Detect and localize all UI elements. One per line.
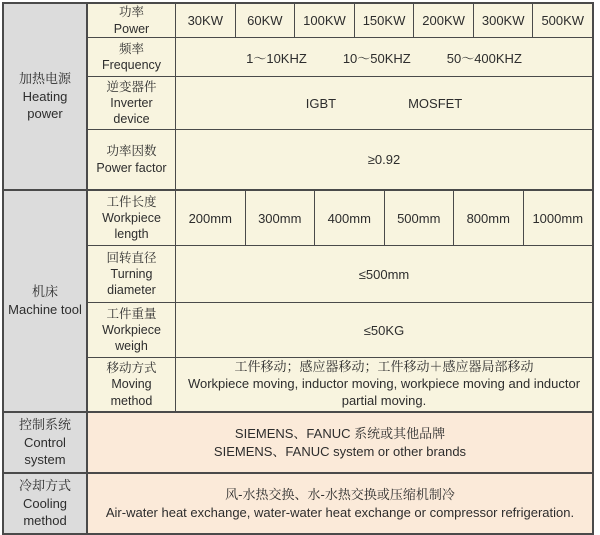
attr-cell-workpiece-weight (88, 303, 176, 357)
moving-method-value (176, 358, 592, 411)
attr-label-zh: 频率 (118, 41, 144, 56)
attr-cell-frequency (88, 38, 176, 76)
section-cooling-method (4, 474, 592, 533)
attr-label-zh: 移动方式 (106, 361, 157, 376)
attr-label-zh: 功率因数 (106, 144, 157, 159)
power-value-cell: 100KW (295, 4, 355, 37)
group-cell-heating-power (4, 4, 88, 189)
attr-label-en: Inverter device (110, 95, 153, 127)
section-heating-power (4, 4, 592, 191)
power-value-cell: 60KW (236, 4, 296, 37)
power-values (176, 4, 592, 37)
inverter-value: MOSFET (408, 95, 463, 111)
control-system-value-en: SIEMENS、FANUC system or other brands (213, 443, 467, 459)
row-frequency (88, 38, 592, 77)
length-values (176, 191, 592, 245)
attr-label-en: Power (113, 21, 150, 36)
attr-cell-turning-diameter (88, 246, 176, 302)
attr-label-en: Workpiece length (102, 210, 161, 242)
frequency-values (176, 38, 592, 76)
cooling-method-value-zh: 风-水热交换、水-水热交换或压缩机制冷 (225, 486, 455, 502)
row-moving-method (88, 358, 592, 411)
turning-diameter-value: ≤500mm (176, 246, 592, 302)
attr-cell-workpiece-length (88, 191, 176, 245)
group-label-zh: 冷却方式 (18, 478, 71, 494)
inverter-value: IGBT (305, 95, 337, 111)
workpiece-weight-value: ≤50KG (176, 303, 592, 357)
attr-label-en: Workpiece weigh (102, 322, 161, 354)
attr-label-en: Moving method (110, 377, 153, 408)
inverter-values (176, 77, 592, 129)
section-control-system (4, 413, 592, 474)
attr-label-zh: 工件重量 (106, 306, 157, 321)
attr-label-zh: 功率 (118, 5, 144, 20)
group-label-zh: 控制系统 (18, 417, 71, 433)
machine-rows (88, 191, 592, 411)
length-value-cell: 400mm (315, 191, 385, 245)
group-label-en: Machine tool (8, 302, 82, 317)
attr-cell-power-factor (88, 130, 176, 189)
attr-cell-moving-method (88, 358, 176, 411)
spec-table (2, 2, 594, 535)
attr-label-en: Turning diameter (107, 266, 156, 298)
row-turning-diameter (88, 246, 592, 303)
power-value-cell: 200KW (414, 4, 474, 37)
row-inverter-device (88, 77, 592, 130)
length-value-cell: 1000mm (524, 191, 593, 245)
group-cell-machine-tool (4, 191, 88, 411)
attr-cell-power (88, 4, 176, 37)
power-value-cell: 150KW (355, 4, 415, 37)
group-label-zh: 加热电源 (18, 71, 71, 87)
row-workpiece-weight (88, 303, 592, 358)
attr-label-zh: 工件长度 (106, 194, 157, 209)
power-value-cell: 300KW (474, 4, 534, 37)
row-power-factor (88, 130, 592, 189)
power-value-cell: 500KW (533, 4, 592, 37)
length-value-cell: 800mm (454, 191, 524, 245)
length-value-cell: 200mm (176, 191, 246, 245)
attr-label-zh: 逆变器件 (106, 79, 157, 94)
control-system-value-zh: SIEMENS、FANUC 系统或其他品牌 (234, 425, 446, 441)
power-value-cell: 30KW (176, 4, 236, 37)
moving-method-value-en: Workpiece moving, inductor moving, workpiece moving and inductor partial moving. (187, 376, 581, 408)
group-label-en: Heating power (22, 88, 68, 122)
moving-method-value-zh: 工件移动；感应器移动；工件移动＋感应器局部移动 (234, 359, 534, 375)
length-value-cell: 500mm (385, 191, 455, 245)
frequency-value: 50～400KHZ (446, 50, 522, 66)
row-workpiece-length (88, 191, 592, 246)
group-cell-control-system (4, 413, 88, 472)
frequency-value: 1～10KHZ (246, 50, 307, 66)
group-cell-cooling-method (4, 474, 88, 533)
power-factor-value: ≥0.92 (176, 130, 592, 189)
attr-cell-inverter-device (88, 77, 176, 129)
row-power (88, 4, 592, 38)
cooling-method-value (88, 474, 592, 533)
attr-label-en: Frequency (101, 58, 162, 72)
section-machine-tool (4, 191, 592, 413)
control-system-value (88, 413, 592, 472)
group-label-en: Control system (24, 434, 66, 468)
cooling-method-value-en: Air-water heat exchange, water-water heat exchange or compressor refrigeration. (105, 504, 575, 520)
heating-rows (88, 4, 592, 189)
attr-label-en: Power factor (96, 160, 167, 175)
frequency-value: 10～50KHZ (342, 50, 411, 66)
attr-label-zh: 回转直径 (106, 250, 157, 265)
group-label-en: Cooling method (22, 495, 68, 529)
group-label-zh: 机床 (31, 284, 58, 300)
length-value-cell: 300mm (246, 191, 316, 245)
